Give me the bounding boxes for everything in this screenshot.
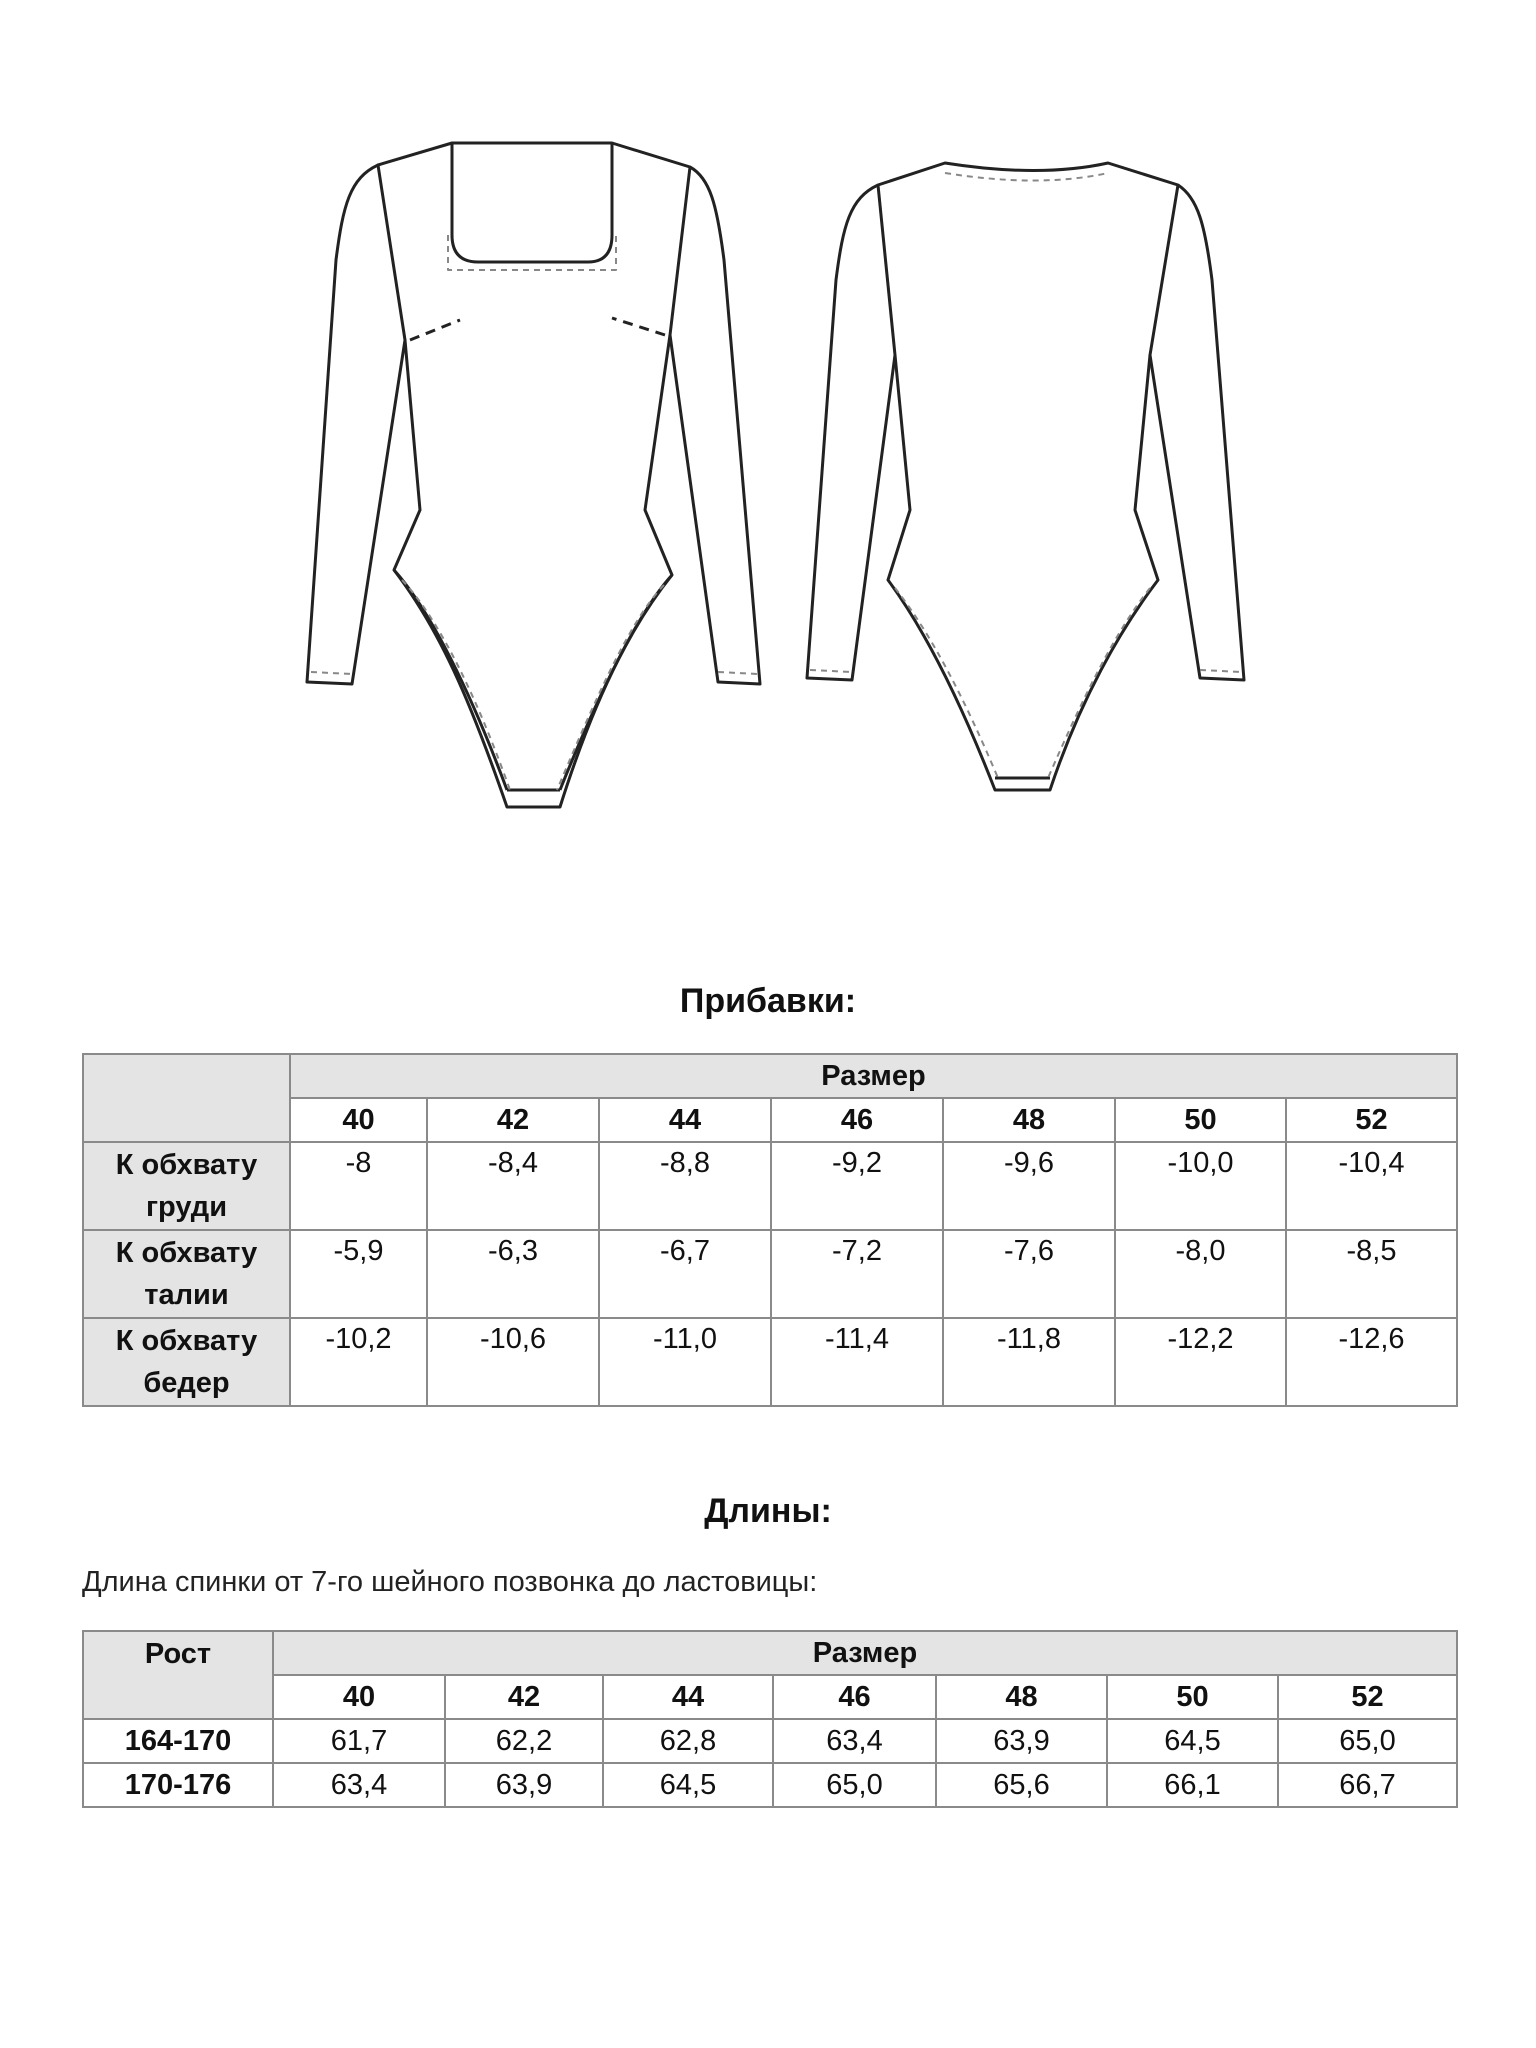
size-header: 40	[273, 1675, 445, 1719]
table-cell: 65,6	[936, 1763, 1107, 1807]
row-label: К обхвату бедер	[83, 1318, 290, 1406]
table-cell: 63,9	[936, 1719, 1107, 1763]
additions-title: Прибавки:	[679, 982, 857, 1020]
table-cell: -8,5	[1286, 1230, 1457, 1318]
table-cell: -12,2	[1115, 1318, 1286, 1406]
size-group-header: Размер	[290, 1054, 1457, 1098]
table-cell: -7,2	[771, 1230, 943, 1318]
size-header: 40	[290, 1098, 427, 1142]
table-cell: -7,6	[943, 1230, 1115, 1318]
table-corner-cell	[83, 1054, 290, 1142]
table-cell: 66,1	[1107, 1763, 1278, 1807]
table-cell: 64,5	[603, 1763, 773, 1807]
size-group-header: Размер	[273, 1631, 1457, 1675]
size-header: 42	[427, 1098, 599, 1142]
lengths-caption: Длина спинки от 7-го шейного позвонка до ластовицы:	[82, 1566, 818, 1598]
table-cell: -8,4	[427, 1142, 599, 1230]
size-header: 50	[1107, 1675, 1278, 1719]
size-header: 50	[1115, 1098, 1286, 1142]
table-cell: -10,4	[1286, 1142, 1457, 1230]
table-cell: -8,0	[1115, 1230, 1286, 1318]
table-cell: -10,0	[1115, 1142, 1286, 1230]
row-label: К обхвату талии	[83, 1230, 290, 1318]
table-cell: 62,2	[445, 1719, 603, 1763]
size-header: 46	[773, 1675, 936, 1719]
table-row	[83, 1763, 1457, 1807]
table-cell: 65,0	[773, 1763, 936, 1807]
table-cell: 63,4	[273, 1763, 445, 1807]
table-cell: -9,6	[943, 1142, 1115, 1230]
size-header: 42	[445, 1675, 603, 1719]
table-cell: 66,7	[1278, 1763, 1457, 1807]
lengths-table	[82, 1630, 1458, 1808]
table-cell: 63,9	[445, 1763, 603, 1807]
table-cell: -8,8	[599, 1142, 771, 1230]
table-cell: -10,2	[290, 1318, 427, 1406]
table-cell: -11,8	[943, 1318, 1115, 1406]
bodysuit-sketch	[0, 0, 1536, 860]
lengths-title: Длины:	[704, 1492, 832, 1530]
size-header: 52	[1286, 1098, 1457, 1142]
size-header: 46	[771, 1098, 943, 1142]
size-header: 48	[936, 1675, 1107, 1719]
table-cell: 62,8	[603, 1719, 773, 1763]
table-cell: -8	[290, 1142, 427, 1230]
table-cell: 61,7	[273, 1719, 445, 1763]
table-cell: -10,6	[427, 1318, 599, 1406]
table-cell: -11,0	[599, 1318, 771, 1406]
table-cell: -12,6	[1286, 1318, 1457, 1406]
size-header: 52	[1278, 1675, 1457, 1719]
table-row	[83, 1230, 1457, 1318]
table-cell: 64,5	[1107, 1719, 1278, 1763]
height-column-header: Рост	[83, 1631, 273, 1719]
table-cell: -5,9	[290, 1230, 427, 1318]
size-header: 48	[943, 1098, 1115, 1142]
table-cell: 63,4	[773, 1719, 936, 1763]
additions-table	[82, 1053, 1458, 1407]
table-cell: -9,2	[771, 1142, 943, 1230]
size-header: 44	[599, 1098, 771, 1142]
table-row	[83, 1142, 1457, 1230]
back-view-sketch	[807, 163, 1244, 790]
table-row	[83, 1318, 1457, 1406]
table-cell: -6,7	[599, 1230, 771, 1318]
table-row	[83, 1719, 1457, 1763]
row-label: 170-176	[83, 1763, 273, 1807]
table-cell: -6,3	[427, 1230, 599, 1318]
table-cell: 65,0	[1278, 1719, 1457, 1763]
row-label: К обхвату груди	[83, 1142, 290, 1230]
size-header: 44	[603, 1675, 773, 1719]
table-cell: -11,4	[771, 1318, 943, 1406]
row-label: 164-170	[83, 1719, 273, 1763]
front-view-sketch	[307, 143, 760, 807]
